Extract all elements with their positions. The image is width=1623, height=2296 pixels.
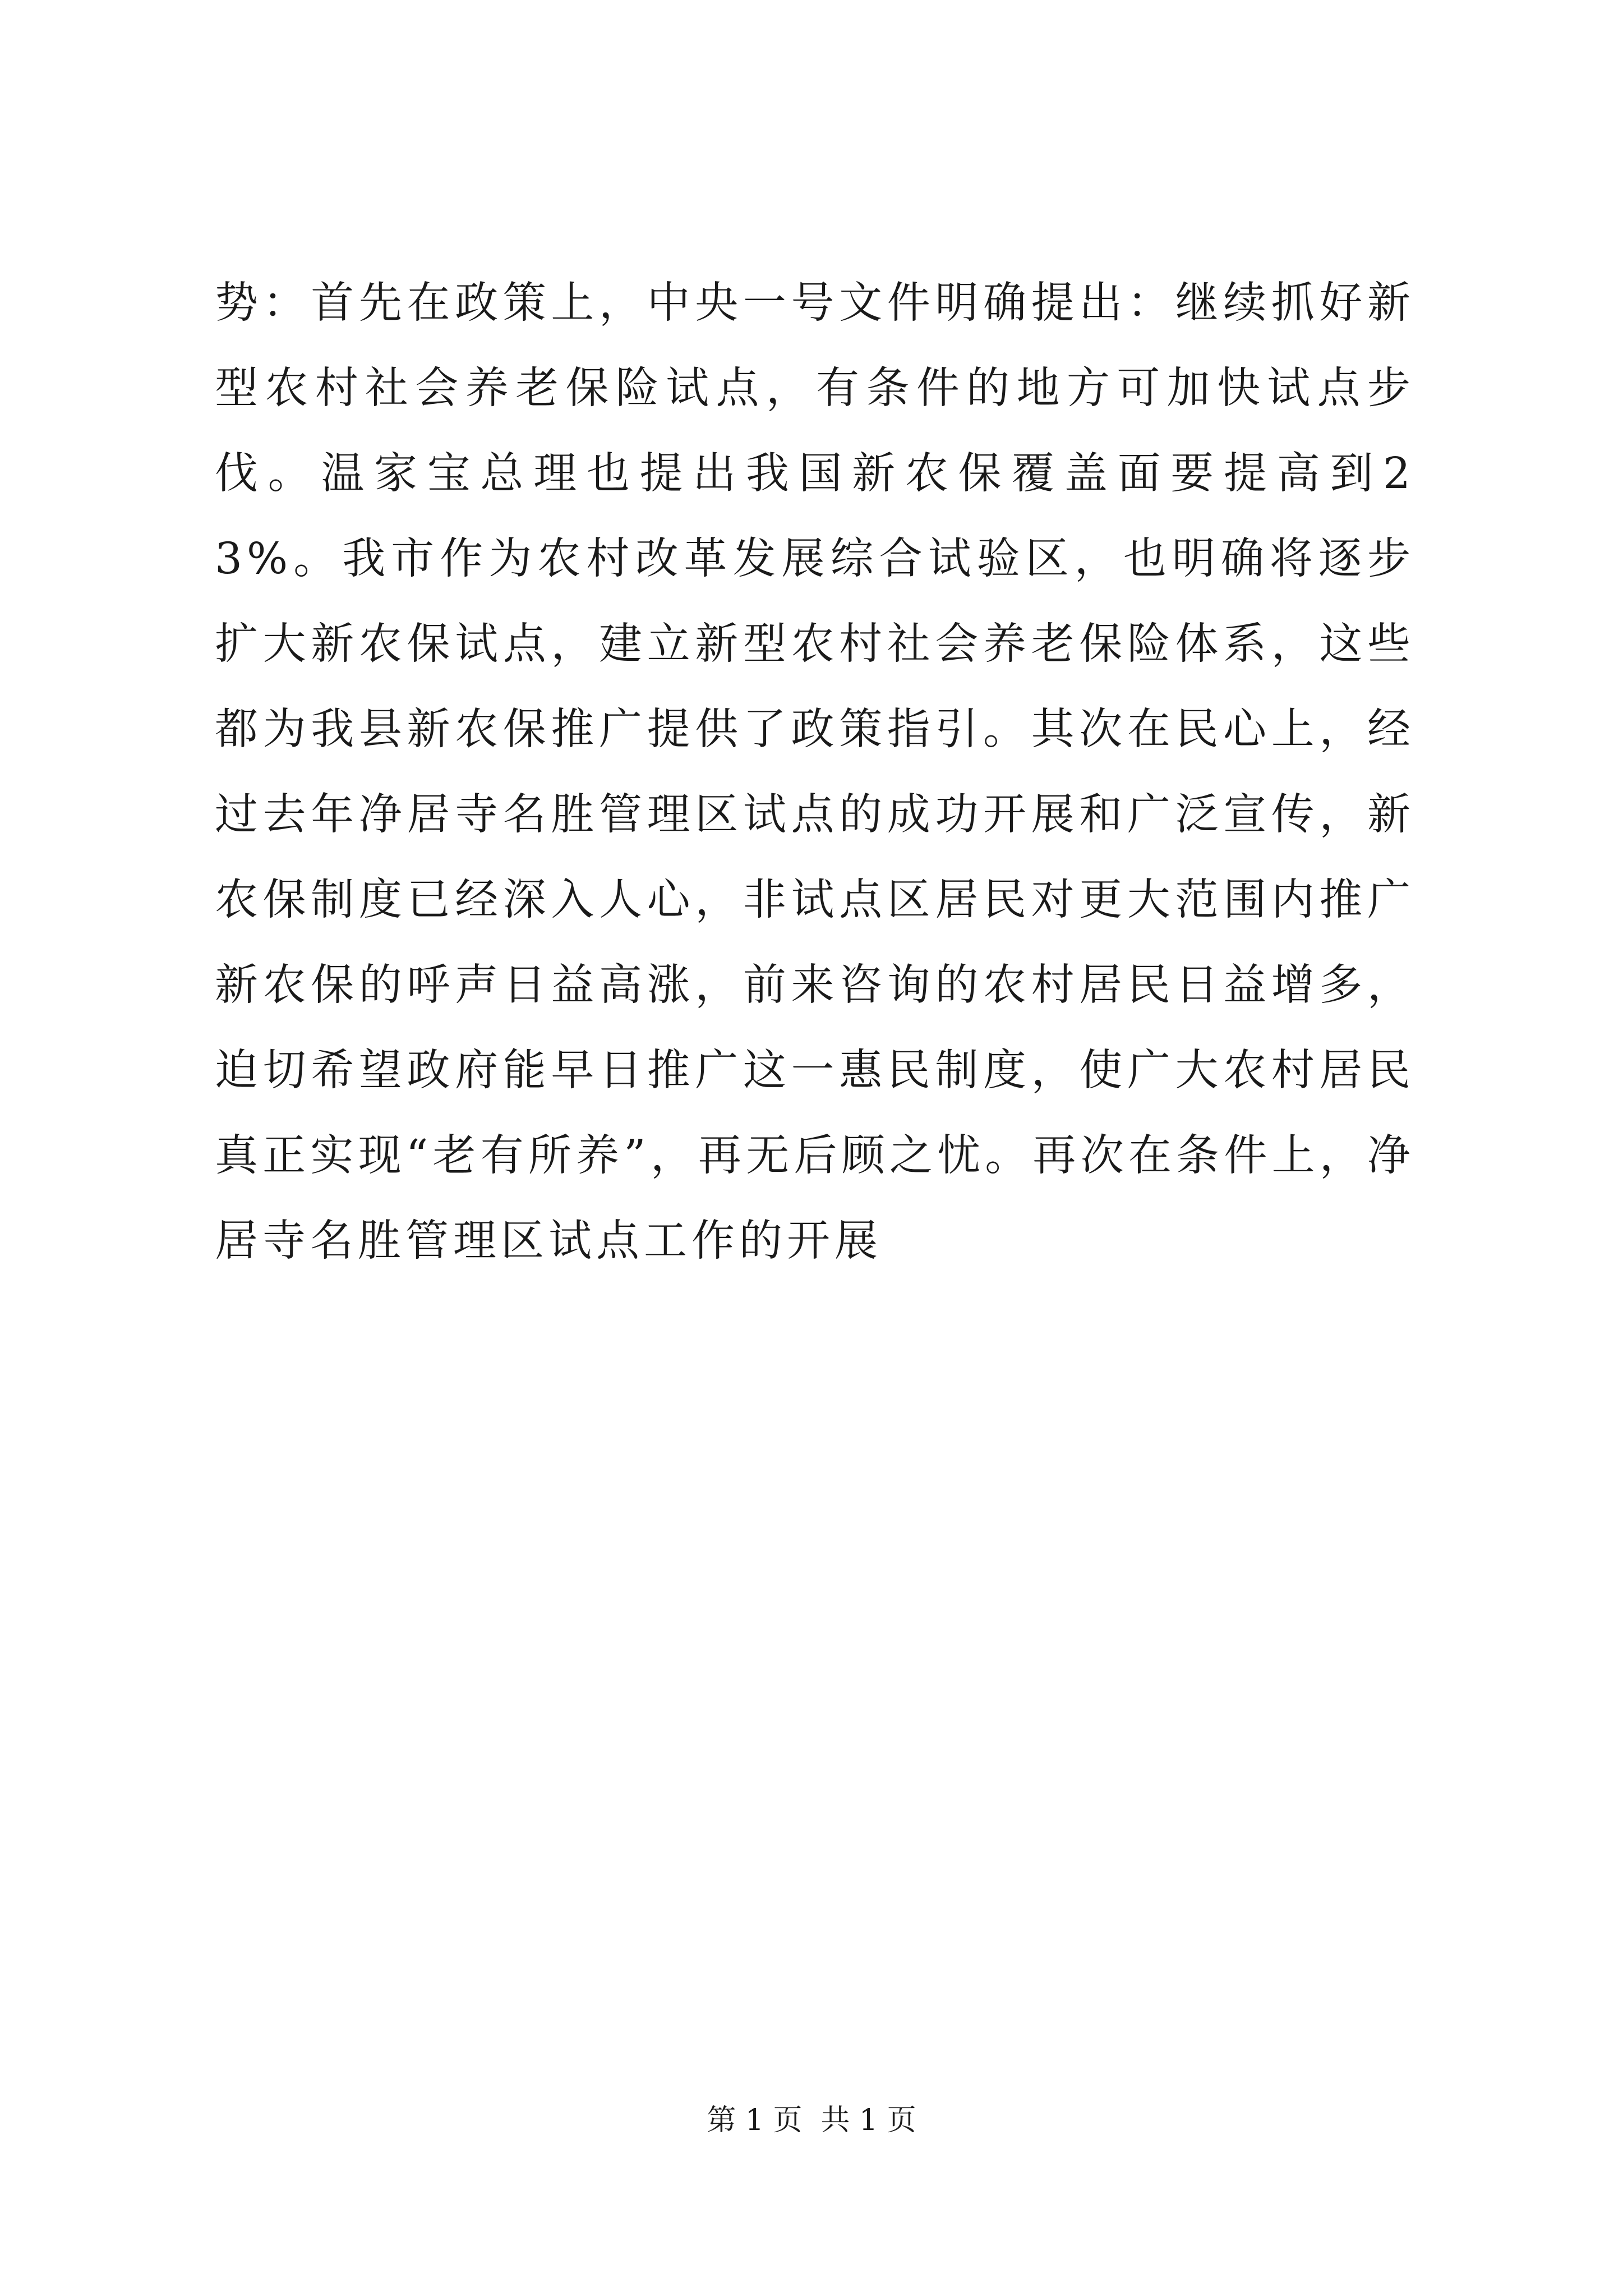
- page-footer: 第 1 页 共 1 页: [707, 2104, 916, 2137]
- body-paragraph: 势：首先在政策上，中央一号文件明确提出：继续抓好新型农村社会养老保险试点，有条件的地方可加快试点步伐。温家宝总理也提出我国新农保覆盖面要提高到23%。我市作为农村改革发展综合试验区，也明确将逐步扩大新农保试点，建立新型农村社会养老保险体系，这些都为我县新农保推广提供了政策指引。其次在民心上，经过去年净居寺名胜管理区试点的成功开展和广泛宣传，新农保制度已经深入人心，非试点区居民对更大范围内推广新农保的呼声日益高涨，前来咨询的农村居民日益增多，迫切希望政府能早日推广这一惠民制度，使广大农村居民真正实现“老有所养”，再无后顾之忧。再次在条件上，净居寺名胜管理区试点工作的开展: [215, 278, 1415, 1266]
